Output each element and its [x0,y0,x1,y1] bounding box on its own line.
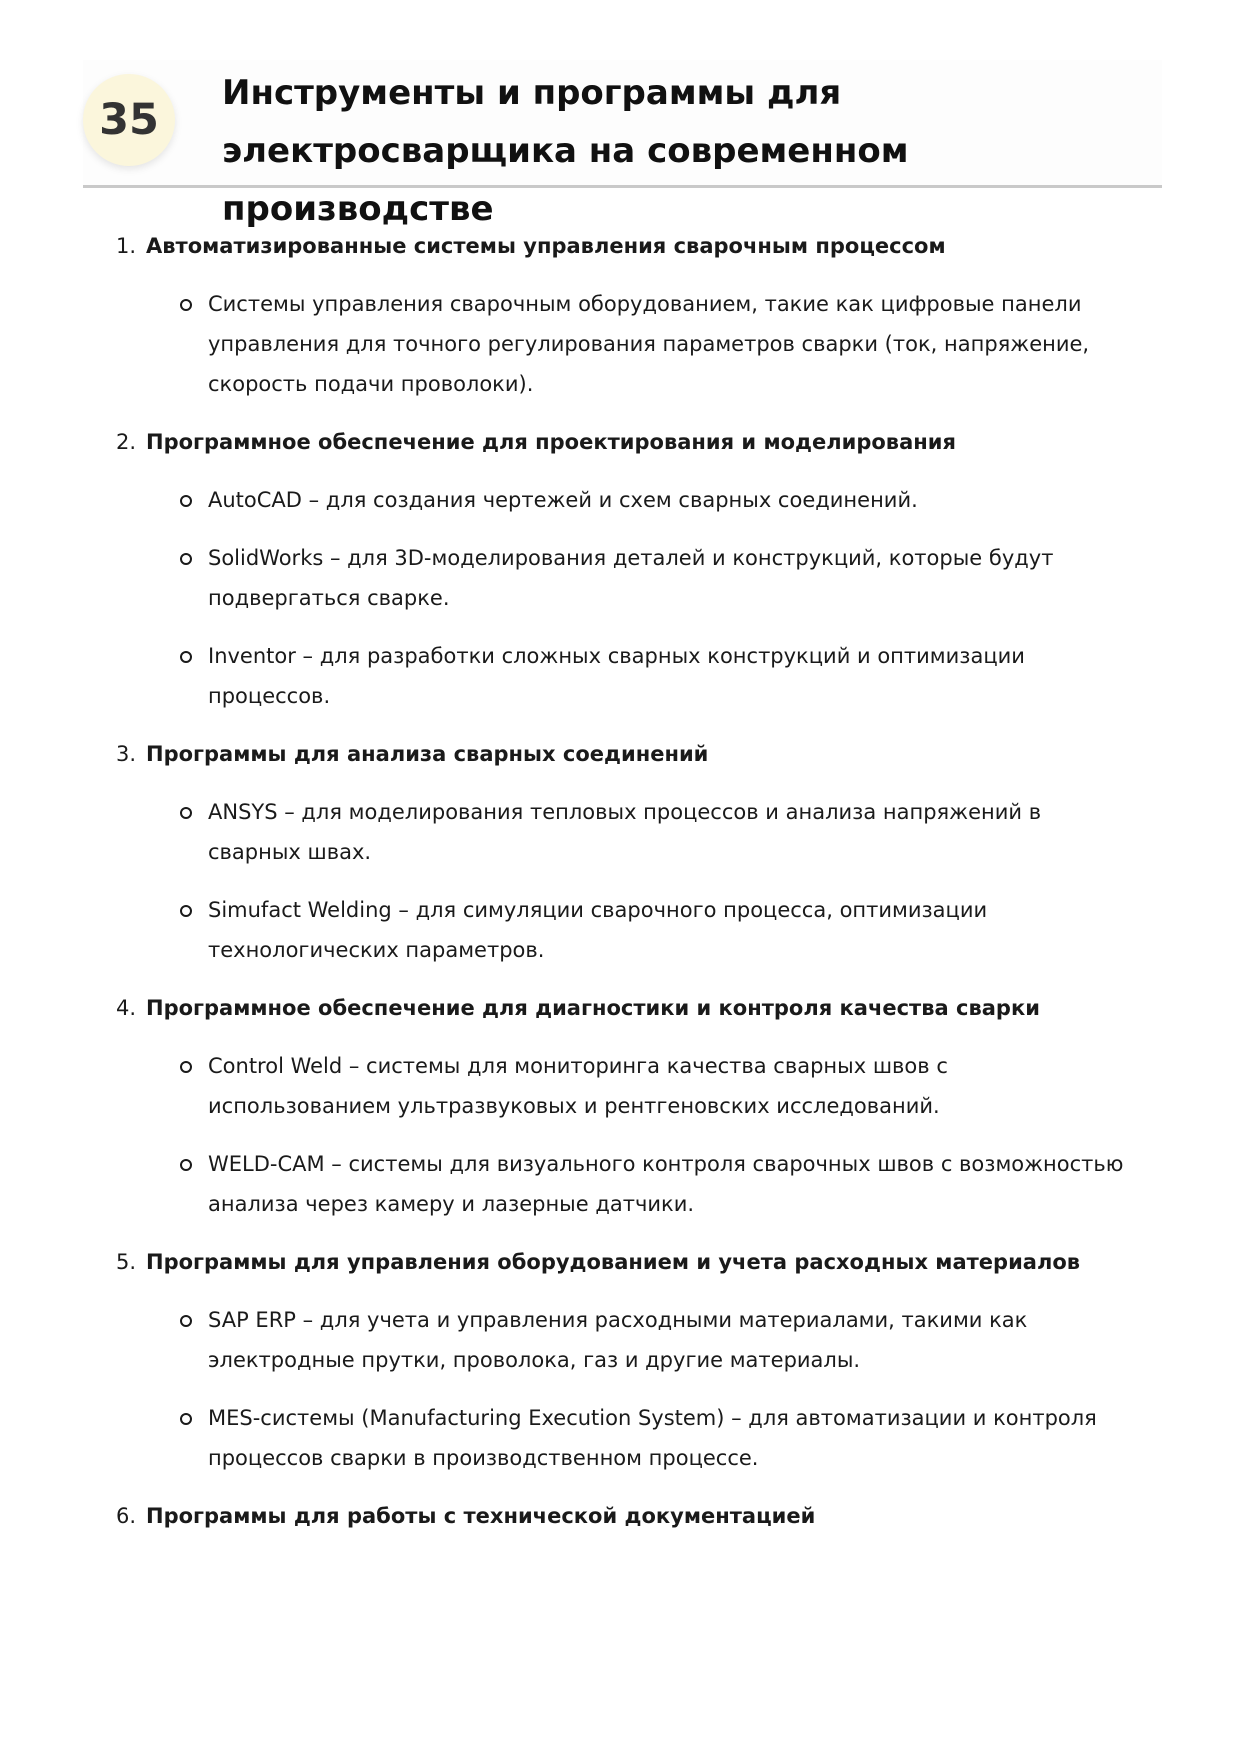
list-item-text: AutoCAD – для создания чертежей и схем сварных соединений. [208,488,918,512]
section-number: 2. [116,430,137,454]
list-item-text: Control Weld – системы для мониторинга качества сварных швов с использованием ультразвуковых и рентгеновских исследований. [208,1054,948,1118]
document-body [116,226,1136,1554]
list-item-text: Системы управления сварочным оборудованием, такие как цифровые панели управления для точного регулирования параметров сварки (ток, напряжение, скорость подачи проволоки). [208,292,1090,396]
list-item-text: ANSYS – для моделирования тепловых процессов и анализа напряжений в сварных швах. [208,800,1042,864]
circle-bullet-icon [180,807,192,819]
circle-bullet-icon [180,651,192,663]
section-item [116,226,1136,404]
section-heading: Автоматизированные системы управления сварочным процессом [146,234,946,258]
list-item-text: MES-системы (Manufacturing Execution System) – для автоматизации и контроля процессов сварки в производственном процессе. [208,1406,1097,1470]
section-number: 5. [116,1250,137,1274]
section-heading: Программы для управления оборудованием и учета расходных материалов [146,1250,1081,1274]
list-item-text: WELD-CAM – системы для визуального контроля сварочных швов с возможностью анализа через камеру и лазерные датчики. [208,1152,1124,1216]
section-item [116,1242,1136,1478]
list-item [208,1398,1136,1478]
section-heading: Программы для работы с технической документацией [146,1504,816,1528]
bullet-list [146,792,1136,970]
section-number: 3. [116,742,137,766]
list-item-text: Inventor – для разработки сложных сварных конструкций и оптимизации процессов. [208,644,1025,708]
section-item [116,734,1136,970]
circle-bullet-icon [180,1413,192,1425]
circle-bullet-icon [180,495,192,507]
bullet-list [146,1300,1136,1478]
list-item-text: SolidWorks – для 3D-моделирования деталей и конструкций, которые будут подвергаться сварке. [208,546,1054,610]
sections-list [116,226,1136,1536]
list-item-text: Simufact Welding – для симуляции сварочного процесса, оптимизации технологических параметров. [208,898,988,962]
section-heading: Программы для анализа сварных соединений [146,742,709,766]
page-title: Инструменты и программы для электросварщика на современном производстве [222,73,909,229]
section-heading: Программное обеспечение для диагностики и контроля качества сварки [146,996,1040,1020]
list-item-text: SAP ERP – для учета и управления расходными материалами, такими как электродные прутки, проволока, газ и другие материалы. [208,1308,1028,1372]
list-item [208,636,1136,716]
list-item [208,538,1136,618]
circle-bullet-icon [180,299,192,311]
list-item [208,480,1136,520]
bullet-list [146,480,1136,716]
section-item [116,988,1136,1224]
page-header [83,60,1162,229]
list-item [208,1300,1136,1380]
list-item [208,792,1136,872]
circle-bullet-icon [180,1061,192,1073]
page-number-badge: 35 [83,74,175,166]
circle-bullet-icon [180,1315,192,1327]
circle-bullet-icon [180,1159,192,1171]
circle-bullet-icon [180,553,192,565]
bullet-list [146,1046,1136,1224]
section-number: 1. [116,234,137,258]
list-item [208,1144,1136,1224]
list-item [208,1046,1136,1126]
section-number: 6. [116,1504,137,1528]
circle-bullet-icon [180,905,192,917]
bullet-list [146,284,1136,404]
section-item [116,422,1136,716]
list-item [208,284,1136,404]
list-item [208,890,1136,970]
section-item [116,1496,1136,1536]
section-heading: Программное обеспечение для проектирования и моделирования [146,430,956,454]
section-number: 4. [116,996,137,1020]
